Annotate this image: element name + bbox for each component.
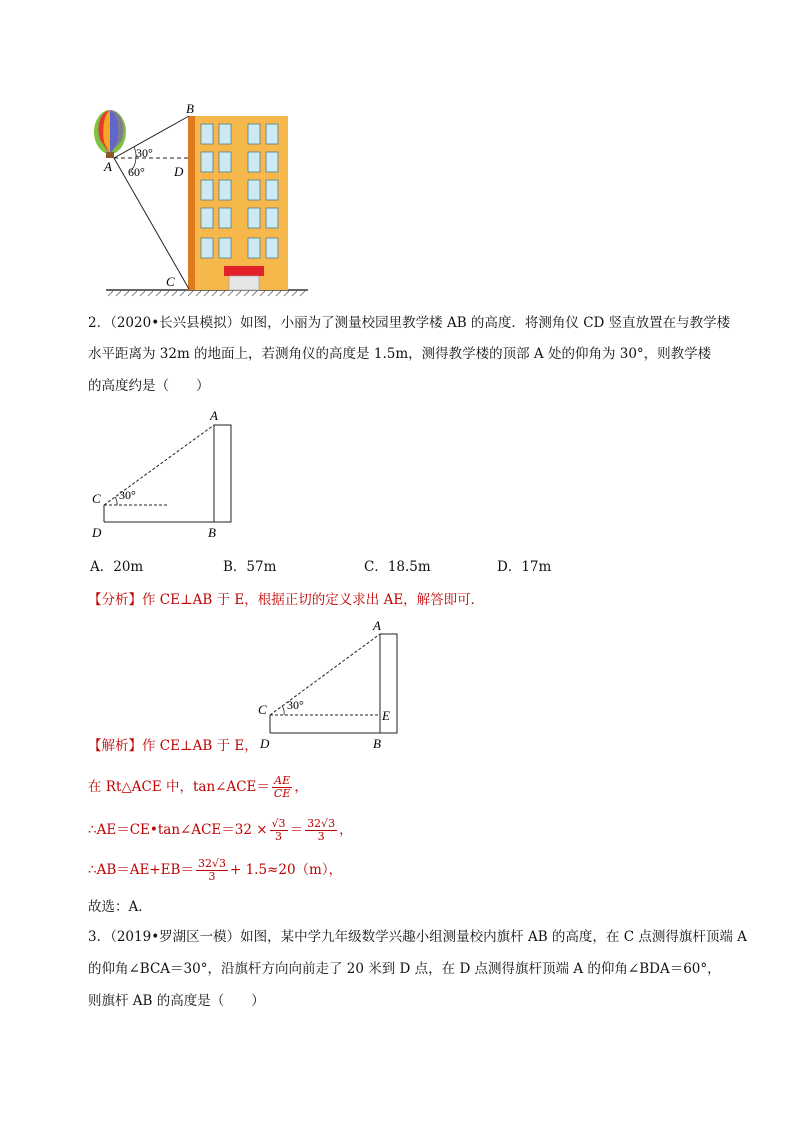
s2-pre: 在 Rt△ACE 中，tan∠ACE＝ xyxy=(88,779,270,795)
s2-num: AE xyxy=(272,775,292,788)
label-D: D xyxy=(174,164,184,179)
solution-tag: 【解析】 xyxy=(88,738,142,754)
s3-post: ， xyxy=(339,822,353,838)
solution-answer: 故选：A． xyxy=(88,899,152,915)
q2-label-B: B xyxy=(208,525,216,540)
s-label-B: B xyxy=(373,736,381,751)
label-B: B xyxy=(186,101,194,116)
s2-fraction xyxy=(272,775,292,800)
label-C: C xyxy=(166,274,175,289)
s4-pre: ∴AB＝AE+EB＝ xyxy=(88,862,194,878)
solution-line2 xyxy=(88,772,308,802)
solution-line1 xyxy=(88,736,258,756)
q3-line2: 的仰角∠BCA＝30°，沿旗杆方向向前走了 20 米到 D 点，在 D 点测得旗杆顶端 A 的仰角∠BDA＝60°， xyxy=(88,961,721,977)
q2-option-b: B．57m xyxy=(223,559,277,575)
solution-step1: 作 CE⊥AB 于 E， xyxy=(142,738,258,754)
angle-60: 60° xyxy=(128,165,145,179)
ground-hatch xyxy=(108,290,306,296)
q2-figure xyxy=(88,405,248,540)
s3-fraction1 xyxy=(270,818,288,843)
balloon-building-figure xyxy=(90,98,320,300)
s3-f1-den: 3 xyxy=(275,830,283,843)
angle-30: 30° xyxy=(136,146,153,160)
s-label-A: A xyxy=(373,618,381,633)
s3-f2-den: 3 xyxy=(317,830,325,843)
s-angle: 30° xyxy=(287,698,304,712)
solution-figure xyxy=(252,616,412,751)
q2-line1: 2．（2020•长兴县模拟）如图，小丽为了测量校园里教学楼 AB 的高度．将测角仪 CD 竖直放置在与教学楼 xyxy=(88,315,731,331)
building-door xyxy=(229,276,259,290)
s4-num: 32√3 xyxy=(197,857,226,870)
q2-label-C: C xyxy=(92,491,101,506)
label-A: A xyxy=(104,159,112,174)
s-label-D: D xyxy=(260,736,270,751)
s-label-C: C xyxy=(258,702,267,717)
s4-fraction xyxy=(196,858,228,883)
q2-line3: 的高度约是（ ） xyxy=(88,378,210,394)
s2-post: ， xyxy=(294,779,308,795)
building-side xyxy=(188,116,195,290)
q2-line2: 水平距离为 32m 的地面上，若测角仪的高度是 1.5m，测得教学楼的顶部 A 处的仰角为 30°，则教学楼 xyxy=(88,346,712,362)
s3-mid: ＝ xyxy=(289,822,304,838)
solution-line3 xyxy=(88,815,353,845)
s-label-E: E xyxy=(382,708,390,723)
s2-den: CE xyxy=(273,787,291,800)
q2-label-A: A xyxy=(210,408,218,423)
hot-air-balloon xyxy=(94,110,126,158)
analysis-text: 作 CE⊥AB 于 E，根据正切的定义求出 AE，解答即可． xyxy=(142,592,485,608)
q2-option-d: D．17m xyxy=(497,559,552,575)
q2-label-D: D xyxy=(92,525,102,540)
q2-option-c: C．18.5m xyxy=(364,559,431,575)
s3-f1-num: √3 xyxy=(271,817,286,830)
q2-angle: 30° xyxy=(119,488,136,502)
q3-line3: 则旗杆 AB 的高度是（ ） xyxy=(88,993,265,1009)
analysis-line xyxy=(88,590,484,610)
solution-line4 xyxy=(88,855,342,885)
s4-den: 3 xyxy=(208,870,216,883)
s3-pre: ∴AE＝CE•tan∠ACE＝32 × xyxy=(88,822,268,838)
s4-post: + 1.5≈20（m）， xyxy=(229,862,343,878)
building-awning xyxy=(224,266,264,276)
s3-fraction2 xyxy=(305,818,337,843)
analysis-tag: 【分析】 xyxy=(88,592,142,608)
q3-line1: 3．（2019•罗湖区一模）如图，某中学九年级数学兴趣小组测量校内旗杆 AB 的高度，在 C 点测得旗杆顶端 A xyxy=(88,929,747,945)
q2-option-a: A．20m xyxy=(90,559,144,575)
s3-f2-num: 32√3 xyxy=(307,817,336,830)
